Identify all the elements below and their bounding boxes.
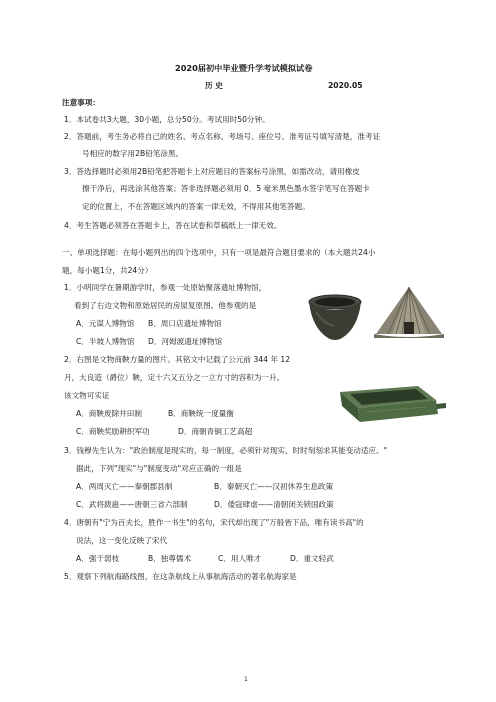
option-d: D．重文轻武 [290,554,334,563]
option-b: B．周口店遗址博物馆 [148,319,222,328]
question-stem: 5．观察下列航海路线图，在这条航线上从事航海活动的著名航海家是 [64,572,297,581]
option-d: D．倭寇肆虐——清朝闭关锁国政策 [214,500,334,509]
question-stem: 1．小明同学在暑期游学时，参观一处原始聚落遗址博物馆， [64,283,267,292]
option-c: C．商鞅奖励耕织军功 [76,427,150,436]
question-stem: 该文物可实证 [64,391,110,400]
option-d: D．商朝青铜工艺高超 [178,427,253,436]
note-line: 3．答选择题时必须用2B铅笔把答题卡上对应题目的答案标号涂黑，如需改动，请用橡皮 [64,167,360,176]
option-b: B．秦朝灭亡——汉初休养生息政策 [214,482,334,491]
option-a: A．两周灭亡——秦朝郡县制 [76,482,173,491]
option-b: B．独尊儒术 [148,554,192,563]
note-line: 1．本试卷共3大题，30小题，总分50分。考试用时50分钟。 [64,115,270,124]
question-stem: 2．右图是文物商鞅方量的图片。其铭文中记载了公元前 344 年 12 [64,355,291,364]
pottery-bowl-image [306,290,364,344]
exam-title: 2020届初中毕业暨升学考试模拟试卷 [175,63,313,73]
option-c: C．半坡人博物馆 [76,337,135,346]
note-line: 2．答题前，考生务必将自己的姓名、考点名称、考场号、座位号、准考证号填写清楚，准考证 [64,132,381,141]
option-c: C．武将跋扈——唐朝三省六部制 [76,500,188,509]
page-number: 1 [244,676,248,683]
note-line: 擦干净后，再选涂其他答案；答非选择题必须用 0．5 毫米黑色墨水签字笔写在答题卡 [82,184,370,193]
option-a: A．元谋人博物馆 [76,319,135,328]
question-stem: 月，大良造（爵位）鞅，定十六又五分之一立方寸的容积为一升。 [64,373,285,382]
note-line: 定的位置上，不在答题区域内的答案一律无效，不得用其他笔答题。 [82,202,310,211]
question-stem: 据此，下列"现实"与"制度变动"对应正确的一组是 [76,464,242,473]
section-heading: 一、单项选择题：在每小题列出的四个选项中，只有一项是最符合题目要求的（本大题共24小 [62,248,376,257]
subject-label: 历 史 [205,81,223,90]
shang-yang-measure-image [336,382,448,426]
option-c: C．用人唯才 [218,554,262,563]
option-a: A．商鞅废除井田制 [76,409,142,418]
notes-heading: 注意事项： [62,98,100,107]
option-a: A．强干弱枝 [76,554,120,563]
question-stem: 说法，这一变化反映了宋代 [76,536,168,545]
hut-reconstruction-image [372,284,446,346]
section-heading: 题，每小题1分，共24分） [62,266,153,275]
option-b: B．商鞅统一度量衡 [168,409,234,418]
question-stem: 3．钱穆先生认为："政治制度是现实的，每一制度，必须针对现实，时时刻刻求其能变动适应。" [64,446,388,455]
question-stem: 4．唐朝有"宁为百夫长，胜作一书生"的名句，宋代却出现了"万般皆下品，唯有读书高"的 [64,518,364,527]
question-stem: 看到了右边文物和原始居民的房屋复原图。他参观的是 [74,301,257,310]
note-line: 4．考生答题必须答在答题卡上，答在试卷和草稿纸上一律无效。 [64,221,282,230]
option-d: D．河姆渡遗址博物馆 [148,337,223,346]
note-line: 号相应的数字用2B铅笔涂黑。 [82,149,184,158]
exam-date: 2020.05 [328,81,363,90]
